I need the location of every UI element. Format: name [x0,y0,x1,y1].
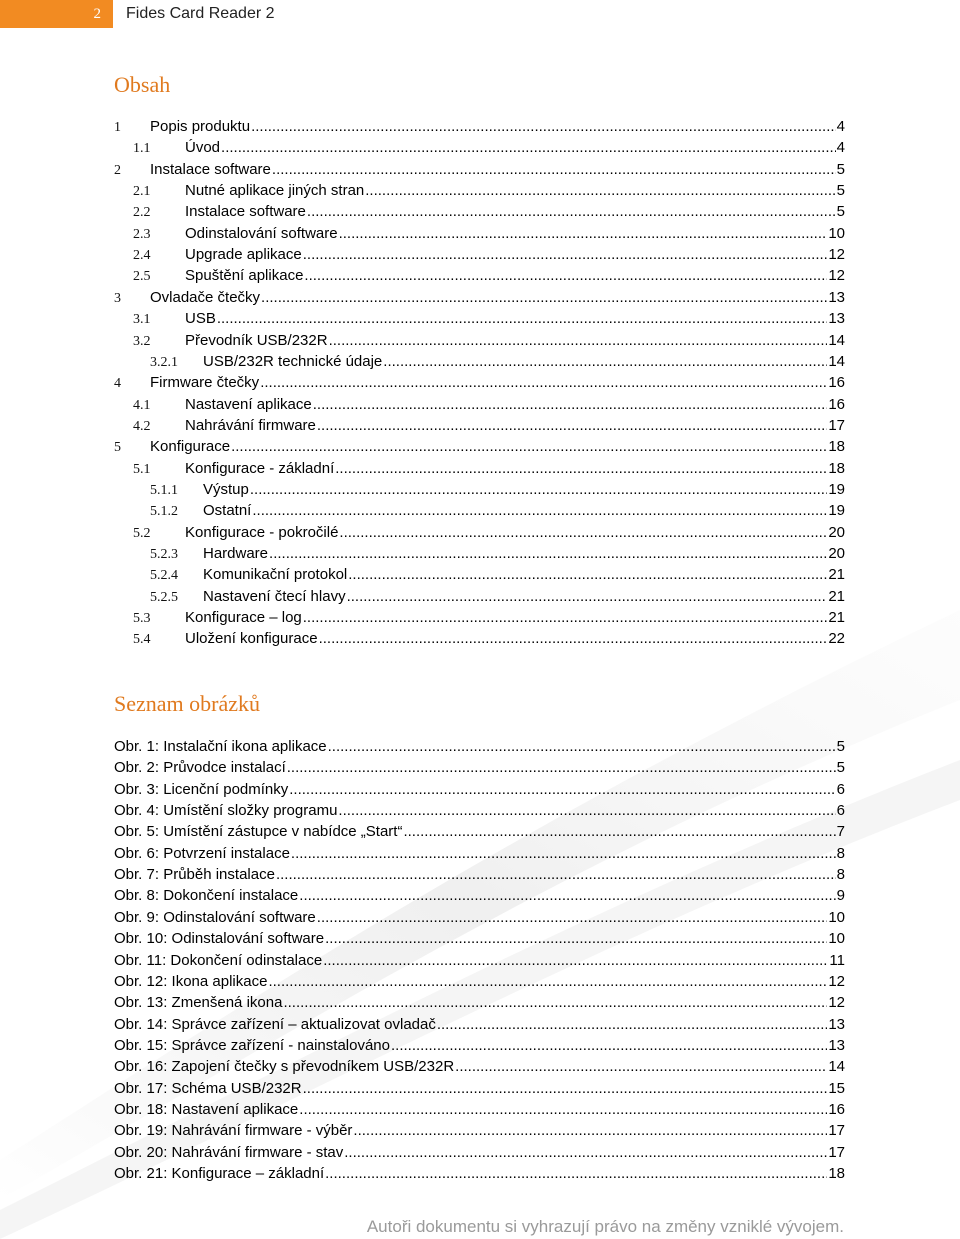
figure-entry-title: Obr. 16: Zapojení čtečky s převodníkem USB/232R [114,1058,455,1076]
figure-entry-page: 13 [828,1015,845,1033]
figure-entry[interactable] [114,908,845,928]
toc-entry-title: Převodník USB/232R [185,331,328,349]
toc-entry-page: 19 [828,480,845,498]
figure-entry-page: 6 [836,780,845,798]
toc-entry[interactable] [133,138,845,158]
figure-entry[interactable] [114,1121,845,1141]
toc-entry-number: 5.1.1 [150,482,178,498]
toc-entry[interactable] [114,117,845,137]
figure-leader-dots [299,1100,827,1120]
toc-entry[interactable] [133,266,845,286]
toc-entry-title: Popis produktu [150,118,251,135]
toc-entry[interactable] [150,501,845,521]
toc-leader-dots [317,416,827,436]
toc-entry-title: Konfigurace - pokročilé [185,523,339,541]
toc-entry-title: Odinstalování software [185,224,338,242]
toc-entry-title: Konfigurace – log [185,609,302,627]
toc-entry-number: 3.2 [133,333,151,349]
toc-leader-dots [347,587,828,607]
toc-leader-dots [339,523,827,543]
toc-entry-page: 5 [836,182,845,200]
figure-entry-title: Obr. 20: Nahrávání firmware - stav [114,1143,344,1161]
toc-entry-title: Nastavení aplikace [185,395,312,413]
figure-entry-page: 11 [829,951,845,969]
toc-entry-number: 4.2 [133,418,151,434]
toc-entry-number: 4.1 [133,397,151,413]
toc-leader-dots [217,309,827,329]
figure-entry-page: 6 [836,802,845,820]
toc-entry-number: 2.4 [133,248,151,264]
toc-entry-title: Nutné aplikace jiných stran [185,182,365,200]
page-number-badge [0,0,113,28]
toc-entry-number: 2.1 [133,184,151,200]
toc-entry-page: 4 [836,139,845,157]
toc-entry-number: 3.2.1 [150,354,178,370]
figure-entry-page: 5 [836,759,845,777]
figure-leader-dots [283,993,827,1013]
toc-entry[interactable] [150,565,845,585]
figure-leader-dots [276,865,836,885]
figure-leader-dots [455,1057,827,1077]
figure-entry[interactable] [114,822,845,842]
figure-entry-title: Obr. 1: Instalační ikona aplikace [114,738,327,755]
figure-entry-title: Obr. 5: Umístění zástupce v nabídce „Start“ [114,823,403,841]
toc-leader-dots [307,202,836,222]
toc-entry[interactable] [133,331,845,351]
figure-entry[interactable] [114,1015,845,1035]
toc-entry-page: 10 [828,224,845,242]
toc-entry[interactable] [114,160,845,180]
toc-entry-number: 4 [114,376,121,392]
toc-entry-page: 18 [828,459,845,477]
figure-entry-title: Obr. 17: Schéma USB/232R [114,1079,302,1097]
toc-leader-dots [304,266,827,286]
toc-entry-page: 14 [828,352,845,370]
toc-entry-title: USB/232R technické údaje [203,352,383,370]
figure-leader-dots [325,1164,827,1184]
figure-entry-page: 9 [836,887,845,905]
toc-entry[interactable] [133,523,845,543]
toc-leader-dots [251,117,836,137]
toc-entry-number: 2.3 [133,226,151,242]
toc-entry-title: Konfigurace [150,438,231,456]
toc-entry-page: 19 [828,502,845,520]
figure-entry-page: 14 [828,1058,845,1076]
toc-entry-title: Úvod [185,139,221,157]
figure-entry[interactable] [114,780,845,800]
figure-entry[interactable] [114,1100,845,1120]
footer-notice: Autoři dokumentu si vyhrazují právo na změny vzniklé vývojem. [366,1217,844,1236]
toc-entry[interactable] [150,352,845,372]
figure-entry-page: 8 [836,844,845,862]
toc-entry-title: Uložení konfigurace [185,630,318,648]
toc-entry[interactable] [133,309,845,329]
toc-entry-page: 20 [828,523,845,541]
toc-entry-number: 3.1 [133,312,151,328]
figure-entry-title: Obr. 21: Konfigurace – základní [114,1165,325,1182]
toc-leader-dots [348,565,827,585]
toc-entry-page: 21 [828,587,845,605]
figure-leader-dots [291,844,836,864]
toc-entry-page: 21 [828,609,845,627]
toc-leader-dots [365,181,835,201]
toc-leader-dots [250,480,827,500]
figure-leader-dots [391,1036,827,1056]
toc-entry-title: USB [185,310,216,328]
toc-entry[interactable] [150,480,845,500]
figure-entry-title: Obr. 11: Dokončení odinstalace [114,951,323,969]
toc-entry-page: 20 [828,545,845,562]
toc-entry-page: 13 [828,288,845,306]
figure-entry[interactable] [114,801,845,821]
toc-entry[interactable] [114,437,845,457]
toc-leader-dots [319,629,828,649]
figure-leader-dots [287,758,836,778]
figure-leader-dots [299,886,835,906]
toc-entry-title: Komunikační protokol [203,566,348,584]
toc-entry[interactable] [133,608,845,628]
document-title: Fides Card Reader 2 [126,5,275,22]
toc-entry[interactable] [133,629,845,649]
toc-entry-title: Nahrávání firmware [185,416,316,434]
toc-entry[interactable] [133,181,845,201]
toc-leader-dots [272,160,836,180]
toc-entry-page: 12 [828,246,845,264]
figure-entry[interactable] [114,1143,845,1163]
toc-entry-number: 5 [114,440,121,456]
figure-entry[interactable] [114,972,845,992]
toc-entry-page: 4 [836,118,845,135]
toc-leader-dots [335,459,827,479]
toc-entry[interactable] [150,587,845,607]
toc-entry-title: Instalace software [150,160,271,178]
toc-leader-dots [329,331,828,351]
figure-entry-title: Obr. 4: Umístění složky programu [114,802,338,820]
figure-entry-page: 15 [828,1079,845,1097]
toc-entry-number: 2.2 [133,205,151,221]
toc-entry-page: 5 [836,203,845,221]
figure-entry-page: 16 [828,1100,845,1118]
toc-entry-number: 1.1 [133,141,151,157]
toc-entry-title: Spuštění aplikace [185,267,304,285]
toc-entry-page: 16 [828,395,845,413]
figure-leader-dots [353,1121,827,1141]
figure-entry[interactable] [114,951,845,971]
toc-entry-page: 16 [828,374,845,392]
figure-entry[interactable] [114,737,845,757]
figure-leader-dots [328,737,836,757]
figure-entry-title: Obr. 2: Průvodce instalací [114,759,286,777]
toc-entry-page: 22 [828,630,845,648]
toc-entry-title: Ostatní [203,502,252,520]
figure-entry-title: Obr. 9: Odinstalování software [114,908,316,926]
figure-entry-title: Obr. 19: Nahrávání firmware - výběr [114,1122,353,1140]
toc-entry[interactable] [114,288,845,308]
figure-entry-page: 12 [828,972,845,990]
toc-entry-title: Výstup [203,480,249,498]
toc-entry-page: 21 [828,566,845,584]
figure-leader-dots [303,1079,828,1099]
figure-entry[interactable] [114,844,845,864]
toc-entry-title: Firmware čtečky [150,374,260,392]
figure-entry-page: 17 [828,1122,845,1140]
toc-entry-title: Instalace software [185,203,306,221]
toc-entry-number: 2.5 [133,269,151,285]
toc-entry-number: 5.2.3 [150,547,178,562]
figure-leader-dots [437,1015,827,1035]
figure-entry[interactable] [114,1079,845,1099]
toc-leader-dots [303,608,828,628]
figure-entry-page: 5 [836,738,845,755]
toc-entry[interactable] [133,416,845,436]
toc-entry-title: Hardware [203,545,269,562]
toc-entry-number: 5.2.5 [150,589,178,605]
figure-leader-dots [344,1143,827,1163]
toc-entry-page: 5 [836,160,845,178]
toc-entry[interactable] [133,245,845,265]
toc-entry[interactable] [133,224,845,244]
figure-entry-title: Obr. 6: Potvrzení instalace [114,844,290,862]
toc-entry-page: 17 [828,416,845,434]
toc-leader-dots [252,501,827,521]
page-header [0,0,960,30]
figure-entry-title: Obr. 14: Správce zařízení – aktualizovat ovladač [114,1015,436,1033]
figure-entry-page: 13 [828,1036,845,1054]
figure-entry-title: Obr. 10: Odinstalování software [114,930,325,948]
toc-entry[interactable] [114,373,845,393]
toc-leader-dots [339,224,828,244]
toc-entry[interactable] [150,544,845,564]
toc-leader-dots [303,245,828,265]
toc-entry-page: 12 [828,267,845,285]
figure-entry[interactable] [114,929,845,949]
toc-leader-dots [260,373,827,393]
toc-entry-title: Upgrade aplikace [185,246,302,264]
figure-leader-dots [403,822,835,842]
figure-entry-page: 17 [828,1143,845,1161]
toc-entry-number: 5.1 [133,461,151,477]
figure-entry-page: 10 [828,908,845,926]
toc-entry[interactable] [133,395,845,415]
figure-entry[interactable] [114,1057,845,1077]
figure-entry[interactable] [114,758,845,778]
toc-leader-dots [231,437,827,457]
figure-entry-title: Obr. 3: Licenční podmínky [114,780,289,798]
figure-entry-page: 7 [836,823,845,841]
figure-entry-title: Obr. 12: Ikona aplikace [114,972,268,990]
figure-leader-dots [323,951,828,971]
toc-leader-dots [269,544,827,564]
figure-entry-title: Obr. 7: Průběh instalace [114,866,275,884]
toc-entry-number: 5.3 [133,611,151,627]
figure-entry-page: 12 [828,994,845,1012]
toc-entry-title: Konfigurace - základní [185,459,335,477]
page-number: 2 [93,5,101,22]
figure-entry-page: 18 [828,1165,845,1182]
toc-entry[interactable] [133,202,845,222]
figure-entry-title: Obr. 13: Zmenšená ikona [114,994,283,1012]
toc-leader-dots [313,395,828,415]
figure-leader-dots [317,908,828,928]
toc-entry-title: Nastavení čtecí hlavy [203,587,346,605]
toc-entry-title: Ovladače čtečky [150,288,261,306]
toc-entry-page: 14 [828,331,845,349]
toc-entry-number: 1 [114,120,121,135]
toc-entry-page: 13 [828,310,845,328]
toc-entry-number: 5.1.2 [150,504,178,520]
toc-leader-dots [383,352,827,372]
toc-entry-page: 18 [828,438,845,456]
toc-leader-dots [221,138,836,158]
toc-heading: Obsah [114,72,171,97]
toc-entry-number: 3 [114,290,121,306]
figure-entry[interactable] [114,1036,845,1056]
figure-entry-page: 10 [828,930,845,948]
figure-entry[interactable] [114,1164,845,1184]
figure-entry[interactable] [114,886,845,906]
figure-entry-page: 8 [836,866,845,884]
list-of-figures-heading: Seznam obrázků [114,691,260,716]
figure-leader-dots [289,780,835,800]
figure-leader-dots [268,972,827,992]
figure-leader-dots [338,801,835,821]
figure-entry-title: Obr. 8: Dokončení instalace [114,887,299,905]
toc-entry-number: 5.2 [133,525,151,541]
toc-entry-number: 5.2.4 [150,568,178,584]
figure-leader-dots [325,929,827,949]
toc-leader-dots [261,288,827,308]
figure-entry[interactable] [114,993,845,1013]
figure-entry[interactable] [114,865,845,885]
figure-entry-title: Obr. 18: Nastavení aplikace [114,1100,299,1118]
figure-entry-title: Obr. 15: Správce zařízení - nainstalováno [114,1036,390,1054]
toc-entry-number: 2 [114,162,121,178]
toc-entry[interactable] [133,459,845,479]
toc-entry-number: 5.4 [133,632,151,648]
